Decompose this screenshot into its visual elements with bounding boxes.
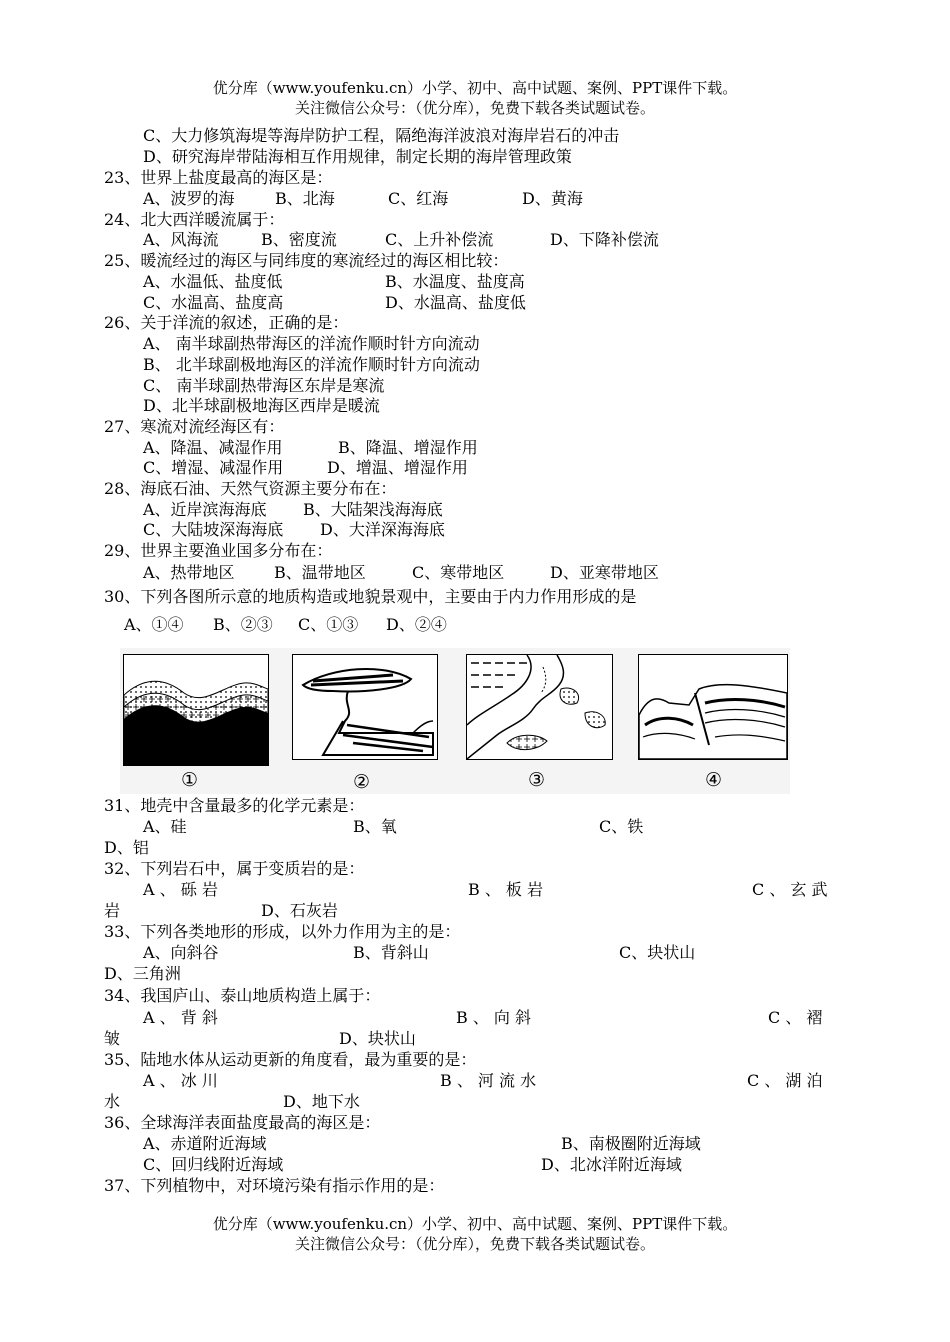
q34-option-c-cont: 皱 <box>104 1029 121 1048</box>
q26-stem: 26、关于洋流的叙述，正确的是： <box>104 313 349 332</box>
q26-option-a: A、 南半球副热带海区的洋流作顺时针方向流动 <box>143 334 480 353</box>
header-line-1: 优分库（www.youfenku.cn）小学、初中、高中试题、案例、PPT课件下载。 <box>212 79 738 97</box>
q25-stem: 25、暖流经过的海区与同纬度的寒流经过的海区相比较： <box>104 251 509 270</box>
q34-option-c: C 、 褶 <box>768 1008 823 1027</box>
q26-option-d: D、北半球副极地海区西岸是暖流 <box>143 396 380 415</box>
q27-option-c: C、增湿、减湿作用 <box>143 458 284 477</box>
q32-option-b: B 、 板 岩 <box>468 880 544 899</box>
q31-stem: 31、地壳中含量最多的化学元素是： <box>104 796 365 815</box>
q27-option-a: A、降温、减湿作用 <box>143 438 283 457</box>
q27-option-d: D、增温、增湿作用 <box>327 458 468 477</box>
q27-stem: 27、寒流对流经海区有： <box>104 417 285 436</box>
q23-option-a: A、波罗的海 <box>143 189 235 208</box>
q30-option-a: A、①④ <box>124 615 184 634</box>
figure-coastline-map <box>466 654 613 760</box>
q32-option-a: A 、 砾 岩 <box>143 880 218 899</box>
figure-label-1: ① <box>181 769 199 791</box>
q36-option-d: D、北冰洋附近海域 <box>541 1155 682 1174</box>
q25-option-d: D、水温高、盐度低 <box>385 293 526 312</box>
figure-mushroom-rock <box>292 654 438 760</box>
figure-label-3: ③ <box>528 769 546 791</box>
q25-option-b: B、水温度、盐度高 <box>385 272 525 291</box>
q29-option-b: B、温带地区 <box>274 563 366 582</box>
header-line-2: 关注微信公众号：（优分库），免费下载各类试题试卷。 <box>294 99 655 117</box>
q27-option-b: B、降温、增湿作用 <box>338 438 478 457</box>
q25-option-c: C、水温高、盐度高 <box>143 293 284 312</box>
q33-option-c: C、块状山 <box>619 943 696 962</box>
q35-option-c: C 、 湖 泊 <box>747 1071 823 1090</box>
q28-option-c: C、大陆坡深海海底 <box>143 520 284 539</box>
q28-option-a: A、近岸滨海海底 <box>143 500 267 519</box>
q36-option-c: C、回归线附近海域 <box>143 1155 284 1174</box>
q36-option-b: B、南极圈附近海域 <box>561 1134 701 1153</box>
figure-folded-strata <box>123 654 269 766</box>
q37-stem: 37、下列植物中，对环境污染有指示作用的是： <box>104 1176 445 1195</box>
q31-option-d: D、铝 <box>104 838 149 857</box>
q32-option-d: D、石灰岩 <box>261 901 338 920</box>
q24-option-a: A、风海流 <box>143 230 219 249</box>
q33-option-d: D、三角洲 <box>104 964 181 983</box>
q33-stem: 33、下列各类地形的形成，以外力作用为主的是： <box>104 922 461 941</box>
q35-option-c-cont: 水 <box>104 1092 121 1111</box>
q34-option-a: A 、 背 斜 <box>143 1008 218 1027</box>
q29-option-a: A、热带地区 <box>143 563 235 582</box>
footer-line-2: 关注微信公众号：（优分库），免费下载各类试题试卷。 <box>294 1235 655 1253</box>
figure-label-2: ② <box>353 771 371 793</box>
q29-option-c: C、寒带地区 <box>412 563 505 582</box>
q32-option-c: C 、 玄 武 <box>752 880 828 899</box>
q36-stem: 36、全球海洋表面盐度最高的海区是： <box>104 1113 381 1132</box>
q24-stem: 24、北大西洋暖流属于： <box>104 210 285 229</box>
q35-option-d: D、地下水 <box>283 1092 360 1111</box>
q30-figure-strip <box>120 648 790 794</box>
q33-option-a: A、向斜谷 <box>143 943 219 962</box>
figure-fault-cliff <box>638 654 788 760</box>
q31-option-b: B、氧 <box>353 817 397 836</box>
q35-stem: 35、陆地水体从运动更新的角度看，最为重要的是： <box>104 1050 477 1069</box>
q28-option-d: D、大洋深海海底 <box>320 520 445 539</box>
q35-option-b: B 、 河 流 水 <box>440 1071 537 1090</box>
q26-option-c: C、 南半球副热带海区东岸是寒流 <box>143 376 385 395</box>
q24-option-d: D、下降补偿流 <box>550 230 659 249</box>
q36-option-a: A、赤道附近海域 <box>143 1134 267 1153</box>
q30-option-c: C、①③ <box>298 615 359 634</box>
q29-stem: 29、世界主要渔业国多分布在： <box>104 541 333 560</box>
q22-option-c: C、大力修筑海堤等海岸防护工程，隔绝海洋波浪对海岸岩石的冲击 <box>143 126 620 145</box>
q33-option-b: B、背斜山 <box>353 943 429 962</box>
q24-option-c: C、上升补偿流 <box>385 230 494 249</box>
q30-stem: 30、下列各图所示意的地质构造或地貌景观中，主要由于内力作用形成的是 <box>104 587 637 606</box>
q34-option-d: D、块状山 <box>339 1029 416 1048</box>
q26-option-b: B、 北半球副极地海区的洋流作顺时针方向流动 <box>143 355 480 374</box>
q24-option-b: B、密度流 <box>261 230 337 249</box>
q23-option-b: B、北海 <box>275 189 335 208</box>
q31-option-a: A、硅 <box>143 817 187 836</box>
q25-option-a: A、水温低、盐度低 <box>143 272 283 291</box>
q32-option-c-cont: 岩 <box>104 901 121 920</box>
q31-option-c: C、铁 <box>599 817 644 836</box>
q30-option-d: D、②④ <box>386 615 447 634</box>
q34-stem: 34、我国庐山、泰山地质构造上属于： <box>104 986 381 1005</box>
q34-option-b: B 、 向 斜 <box>456 1008 532 1027</box>
q29-option-d: D、亚寒带地区 <box>550 563 659 582</box>
q23-option-d: D、黄海 <box>522 189 583 208</box>
q30-option-b: B、②③ <box>213 615 273 634</box>
q28-stem: 28、海底石油、天然气资源主要分布在： <box>104 479 397 498</box>
q35-option-a: A 、 冰 川 <box>143 1071 218 1090</box>
footer-line-1: 优分库（www.youfenku.cn）小学、初中、高中试题、案例、PPT课件下载。 <box>212 1215 738 1233</box>
q32-stem: 32、下列岩石中，属于变质岩的是： <box>104 859 365 878</box>
q22-option-d: D、研究海岸带陆海相互作用规律，制定长期的海岸管理政策 <box>143 147 572 166</box>
figure-label-4: ④ <box>705 769 723 791</box>
q23-stem: 23、世界上盐度最高的海区是： <box>104 168 333 187</box>
q28-option-b: B、大陆架浅海海底 <box>303 500 443 519</box>
q23-option-c: C、红海 <box>388 189 449 208</box>
